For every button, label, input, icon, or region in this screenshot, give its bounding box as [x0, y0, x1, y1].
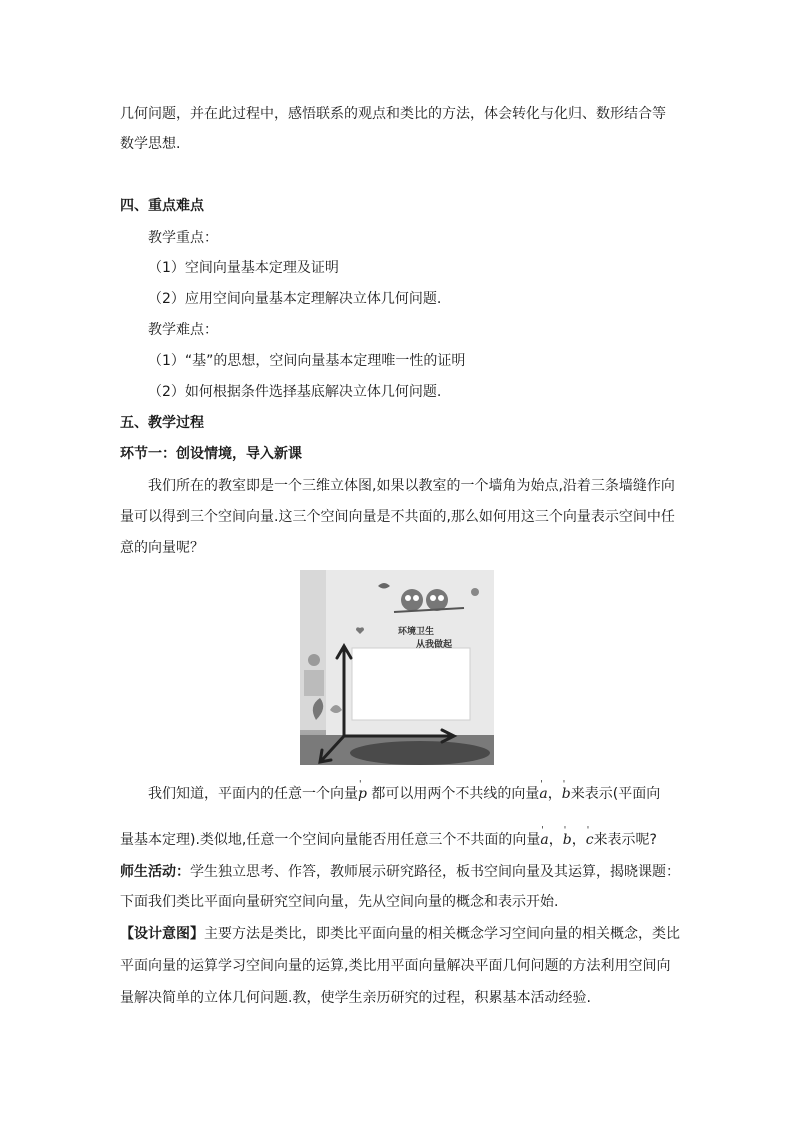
vector-a: ' a [540, 830, 548, 850]
paragraph-2-line-1: 我们知道，平面内的任意一个向量' p 都可以用两个不共线的向量' a，' b来表示(平面向 [148, 784, 660, 804]
paragraph-1-line-1: 我们所在的教室即是一个三维立体图,如果以教室的一个墙角为始点,沿着三条墙缝作向 [148, 478, 675, 494]
difficult-point-item: （1）“基”的思想，空间向量基本定理唯一性的证明 [148, 353, 466, 369]
section-4-heading: 四、重点难点 [120, 198, 204, 214]
paragraph-1-line-2: 量可以得到三个空间向量.这三个空间向量是不共面的,那么如何用这三个向量表示空间中任 [120, 509, 675, 525]
key-point-item: （1）空间向量基本定理及证明 [148, 260, 339, 276]
activity-line-2: 下面我们类比平面向量研究空间向量，先从空间向量的概念和表示开始. [120, 894, 559, 910]
design-intent-line-1: 【设计意图】主要方法是类比，即类比平面向量的相关概念学习空间向量的相关概念，类比 [120, 926, 680, 942]
classroom-corner-photo [300, 570, 494, 765]
intro-line-2: 数学思想. [120, 136, 181, 152]
paragraph-1-line-3: 意的向量呢？ [120, 540, 204, 556]
figure-caption-2: 从我做起 [416, 640, 453, 650]
design-intent-line-2: 平面向量的运算学习空间向量的运算,类比用平面向量解决平面几何问题的方法利用空间向 [120, 958, 671, 974]
stage-1-heading: 环节一：创设情境，导入新课 [120, 446, 302, 462]
figure-caption-1: 环境卫生 [398, 627, 435, 637]
activity-line-1: 师生活动：学生独立思考、作答，教师展示研究路径，板书空间向量及其运算，揭晓课题： [120, 864, 680, 880]
activity-label: 师生活动： [120, 864, 190, 880]
paragraph-2-line-2: 量基本定理).类似地,任意一个空间向量能否用任意三个不共面的向量' a，' b，' c来表示呢? [120, 830, 657, 850]
difficult-points-label: 教学难点： [148, 322, 218, 338]
design-intent-line-3: 量解决简单的立体几何问题.教，使学生亲历研究的过程，积累基本活动经验. [120, 990, 591, 1006]
vector-a: ' a [539, 784, 547, 804]
vector-b: ' b [563, 830, 572, 850]
key-point-item: （2）应用空间向量基本定理解决立体几何问题. [148, 291, 442, 307]
section-5-heading: 五、教学过程 [120, 415, 204, 431]
vector-b: ' b [562, 784, 571, 804]
intro-line-1: 几何问题，并在此过程中，感悟联系的观点和类比的方法，体会转化与化归、数形结合等 [120, 106, 666, 122]
vector-p: ' p [358, 784, 367, 804]
difficult-point-item: （2）如何根据条件选择基底解决立体几何问题. [148, 384, 442, 400]
design-intent-label: 【设计意图】 [120, 926, 204, 942]
key-points-label: 教学重点： [148, 230, 218, 246]
vector-c: ' c [586, 830, 594, 850]
